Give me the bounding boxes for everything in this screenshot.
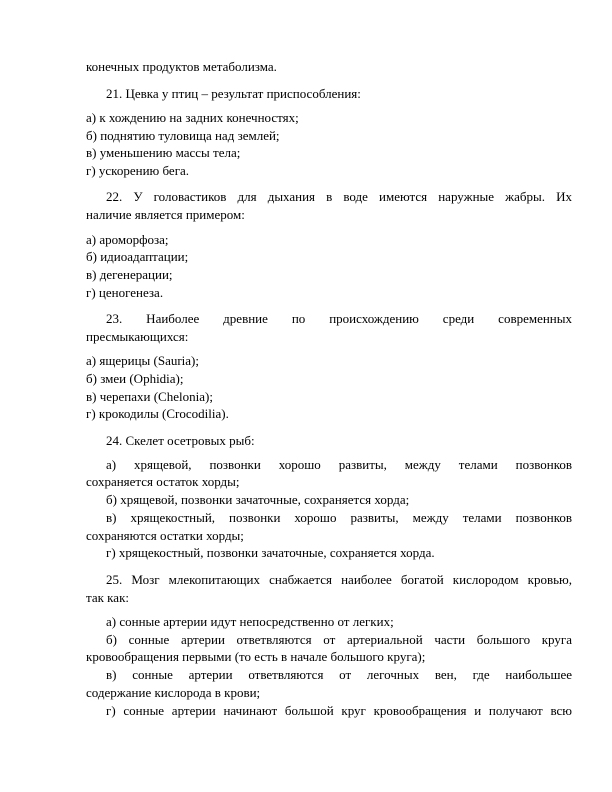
q21-option-c: в) уменьшению массы тела;: [86, 145, 241, 160]
q22-question-line2: наличие является примером:: [86, 207, 245, 222]
intro-tail-text: конечных продуктов метаболизма.: [86, 59, 277, 74]
q24-option-d: г) хрящекостный, позвонки зачаточные, сохраняется хорда.: [106, 545, 435, 560]
q21-option-a: а) к хождению на задних конечностях;: [86, 110, 299, 125]
q22-option-d: г) ценогенеза.: [86, 285, 164, 300]
q25-question-line2: так как:: [86, 590, 129, 605]
q23-option-d: г) крокодилы (Crocodilia).: [86, 406, 229, 421]
q25-option-b-line1: б) сонные артерии ответвляются от артериальной части большого круга: [106, 632, 572, 647]
q25-option-c-line1: в) сонные артерии ответвляются от легочных вен, где наибольшее: [106, 667, 572, 682]
q24-option-a-line1: а) хрящевой, позвонки хорошо развиты, между телами позвонков: [106, 457, 572, 472]
q21-option-b: б) поднятию туловища над землей;: [86, 128, 280, 143]
q25-option-a: а) сонные артерии идут непосредственно от легких;: [106, 614, 394, 629]
q21-option-d: г) ускорению бега.: [86, 163, 190, 178]
q24-option-c-line1: в) хрящекостный, позвонки хорошо развиты, между телами позвонков: [106, 510, 572, 525]
q25-option-c-line2: содержание кислорода в крови;: [86, 685, 261, 700]
q23-question-line1: 23. Наиболее древние по происхождению среди современных: [106, 311, 572, 326]
q22-option-b: б) идиоадаптации;: [86, 249, 189, 264]
q22-question-line1: 22. У головастиков для дыхания в воде имеются наружные жабры. Их: [106, 189, 572, 204]
q25-option-b-line2: кровообращения первыми (то есть в начале большого круга);: [86, 649, 426, 664]
q23-option-a: а) ящерицы (Sauria);: [86, 353, 199, 368]
q23-option-b: б) змеи (Ophidia);: [86, 371, 184, 386]
q24-option-b: б) хрящевой, позвонки зачаточные, сохраняется хорда;: [106, 492, 410, 507]
q24-question: 24. Скелет осетровых рыб:: [106, 433, 255, 448]
q25-option-d-line1: г) сонные артерии начинают большой круг кровообращения и получают всю: [106, 703, 572, 718]
q24-option-c-line2: сохраняются остатки хорды;: [86, 528, 244, 543]
q22-option-c: в) дегенерации;: [86, 267, 173, 282]
q23-question-line2: пресмыкающихся:: [86, 329, 189, 344]
q24-option-a-line2: сохраняется остаток хорды;: [86, 474, 240, 489]
q21-question: 21. Цевка у птиц – результат приспособления:: [106, 86, 361, 101]
q25-question-line1: 25. Мозг млекопитающих снабжается наиболее богатой кислородом кровью,: [106, 572, 572, 587]
q23-option-c: в) черепахи (Chelonia);: [86, 389, 213, 404]
q22-option-a: а) ароморфоза;: [86, 232, 169, 247]
